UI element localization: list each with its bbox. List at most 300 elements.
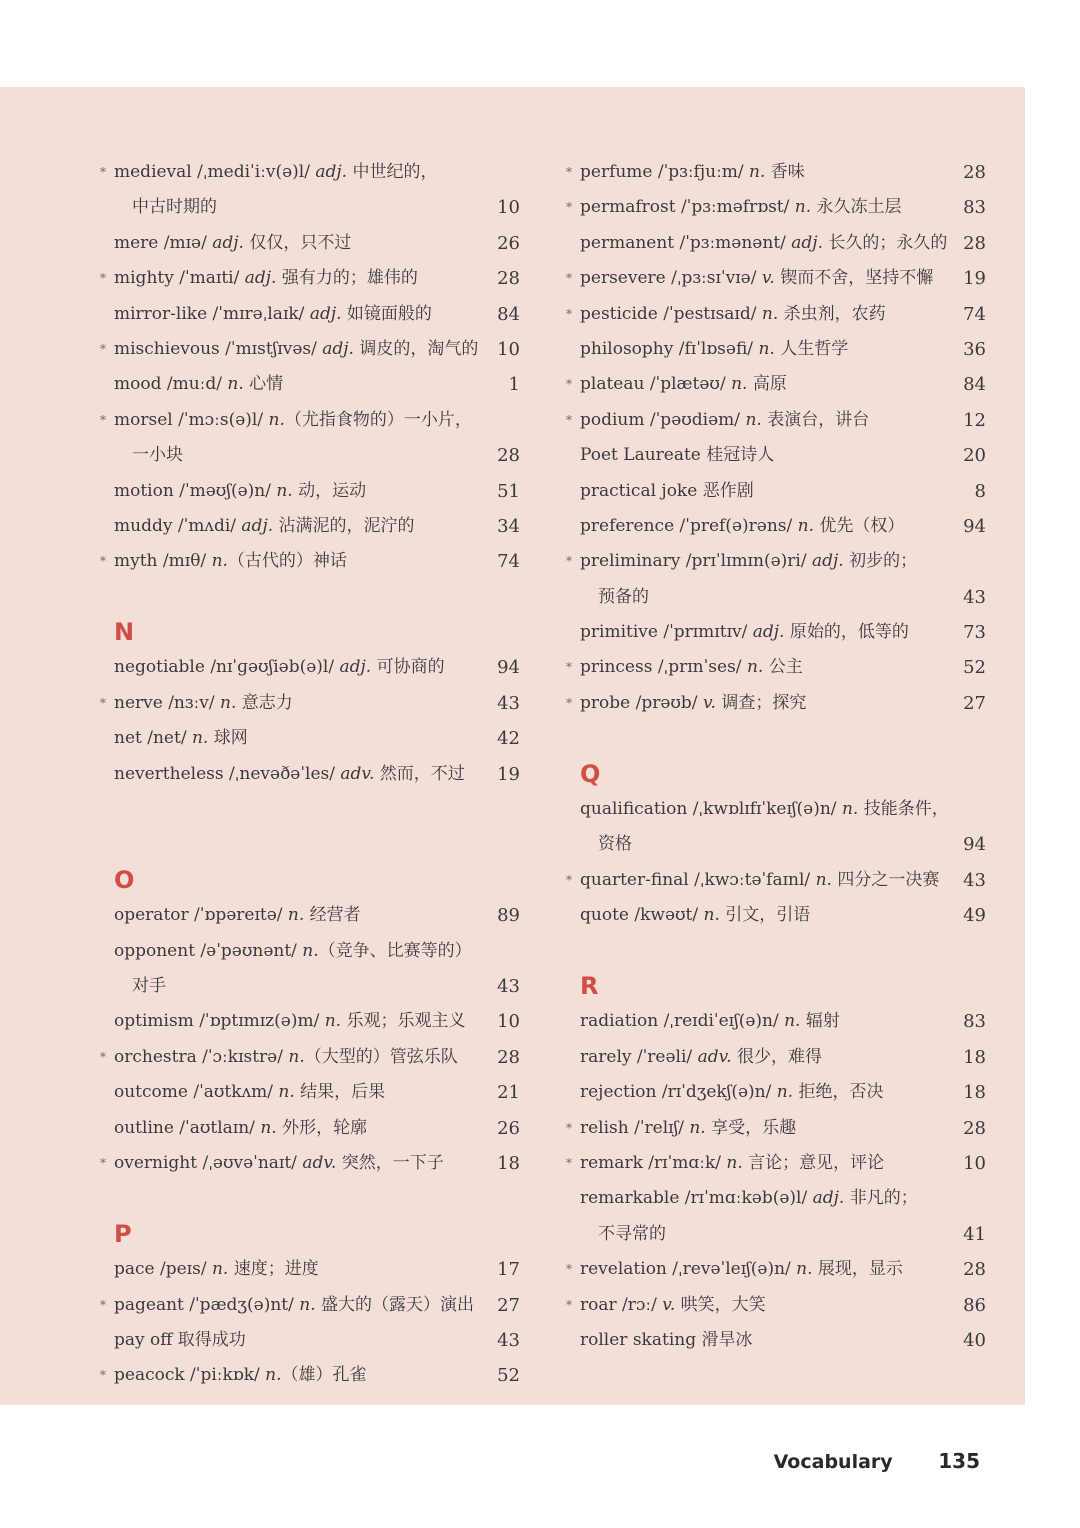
key-word-star: *	[566, 1262, 572, 1277]
vocab-entry	[566, 544, 986, 579]
part-of-speech: n.	[796, 1259, 813, 1280]
definition: 四分之一决赛	[831, 869, 940, 890]
page-ref: 10	[497, 197, 520, 219]
headword-pronunciation: practical joke 恶作剧	[580, 480, 754, 501]
page-ref: 94	[963, 515, 986, 537]
part-of-speech: adj.	[212, 232, 244, 253]
page-ref: 94	[497, 657, 520, 679]
page-ref: 43	[497, 1329, 520, 1351]
vocab-entry	[100, 650, 520, 685]
definition: 永久冻土层	[811, 197, 902, 218]
entry-text	[114, 1004, 465, 1039]
headword-pronunciation: mighty /ˈmaɪti/	[114, 268, 245, 289]
definition: 初步的；	[843, 551, 918, 572]
vocab-entry	[566, 1146, 986, 1181]
entry-text	[114, 1040, 458, 1075]
headword-pronunciation: mirror-like /ˈmɪrəˌlaɪk/	[114, 303, 310, 324]
vocab-entry	[566, 261, 986, 296]
part-of-speech: n.	[324, 1011, 342, 1032]
entry-text	[580, 863, 939, 898]
headword-pronunciation: permafrost /ˈpɜːməfrɒst/	[580, 197, 795, 218]
definition: （大型的）管弦乐队	[304, 1046, 458, 1067]
headword-pronunciation: outline /ˈaʊtlaɪn/	[114, 1117, 261, 1138]
entry-text	[114, 1323, 246, 1358]
key-word-star: *	[566, 695, 572, 710]
definition: （雄）孔雀	[281, 1365, 367, 1386]
definition: 如镜面般的	[341, 303, 432, 324]
entry-text	[580, 403, 869, 438]
entry-text	[580, 1146, 884, 1181]
page-ref: 27	[963, 692, 986, 714]
headword-pronunciation: roller skating 滑旱冰	[580, 1329, 753, 1350]
section-letter: N	[114, 618, 135, 647]
headword-pronunciation: probe /prəʊb/	[580, 692, 703, 713]
vocab-entry	[100, 155, 520, 190]
headword-pronunciation: peacock /ˈpiːkɒk/	[114, 1365, 266, 1386]
vocab-entry	[566, 1004, 986, 1039]
definition: 哄笑，大笑	[675, 1294, 766, 1315]
page-ref: 21	[497, 1082, 520, 1104]
definition: 辐射	[800, 1011, 840, 1032]
headword-pronunciation: qualification /ˌkwɒlɪfɪˈkeɪʃ(ə)n/	[580, 799, 842, 820]
vocab-entry	[566, 438, 986, 473]
entry-text	[114, 367, 283, 402]
key-word-star: *	[566, 872, 572, 887]
entry-text	[114, 1146, 444, 1181]
part-of-speech: adj.	[812, 1188, 845, 1209]
entry-text	[580, 1111, 796, 1146]
definition: 经营者	[304, 905, 361, 926]
definition: 沾满泥的，泥泞的	[273, 515, 415, 536]
part-of-speech: n.	[288, 1046, 305, 1067]
headword-pronunciation: roar /rɔː/	[580, 1294, 663, 1315]
headword-pronunciation: plateau /ˈplætəʊ/	[580, 374, 732, 395]
page-number: 135	[938, 1449, 980, 1473]
headword-pronunciation: motion /ˈməʊʃ(ə)n/	[114, 480, 277, 501]
entry-text	[580, 367, 787, 402]
page-ref: 36	[963, 338, 986, 360]
headword-pronunciation: princess /ˌprɪnˈses/	[580, 657, 747, 678]
headword-pronunciation: rarely /ˈreəli/	[580, 1046, 698, 1067]
entry-continuation	[566, 580, 986, 615]
entry-text	[114, 226, 351, 261]
part-of-speech: n.	[211, 551, 228, 572]
definition: 乐观；乐观主义	[341, 1011, 466, 1032]
entry-text	[114, 1111, 367, 1146]
vocab-entry	[100, 332, 520, 367]
page-ref: 34	[497, 515, 520, 537]
page-ref: 20	[963, 445, 986, 467]
page-ref: 17	[497, 1259, 520, 1281]
part-of-speech: n.	[745, 409, 762, 430]
definition: 拒绝，否决	[793, 1082, 884, 1103]
headword-pronunciation: nerve /nɜːv/	[114, 692, 220, 713]
entry-text	[114, 650, 445, 685]
headword-pronunciation: myth /mɪθ/	[114, 551, 212, 572]
page-ref: 26	[497, 232, 520, 254]
page-ref: 28	[963, 232, 986, 254]
key-word-star: *	[100, 412, 106, 427]
entry-text	[580, 544, 917, 579]
vocab-entry	[566, 898, 986, 933]
headword-pronunciation: perfume /ˈpɜːfjuːm/	[580, 162, 750, 182]
entry-text	[580, 474, 754, 509]
headword-pronunciation: remark /rɪˈmɑːk/	[580, 1152, 727, 1173]
left-column	[100, 155, 520, 1394]
entry-continuation	[100, 190, 520, 225]
entry-text	[580, 1288, 766, 1323]
page-footer	[774, 1446, 980, 1476]
entry-text	[580, 1075, 884, 1110]
definition: （竞争、比赛等的）	[318, 940, 472, 961]
part-of-speech: n.	[211, 1259, 229, 1280]
page-ref: 28	[497, 445, 520, 467]
section-gap	[566, 721, 986, 756]
key-word-star: *	[566, 1297, 572, 1312]
headword-pronunciation: medieval /ˌmediˈiːv(ə)l/	[114, 162, 316, 182]
page-ref: 28	[497, 268, 520, 290]
section-gap	[100, 1181, 520, 1216]
definition: 调查；探究	[715, 692, 807, 713]
vocab-entry	[566, 1075, 986, 1110]
page-ref: 89	[497, 905, 520, 927]
entry-text	[114, 509, 415, 544]
key-word-star: *	[566, 271, 572, 286]
vocab-entry	[100, 1004, 520, 1039]
part-of-speech: n.	[268, 409, 285, 430]
vocab-entry	[566, 650, 986, 685]
part-of-speech: v.	[662, 1294, 676, 1315]
entry-text	[114, 898, 361, 933]
vocab-entry	[100, 509, 520, 544]
key-word-star: *	[566, 660, 572, 675]
entry-continuation	[566, 827, 986, 862]
entry-text	[580, 1181, 918, 1216]
key-word-star: *	[100, 554, 106, 569]
headword-pronunciation: pageant /ˈpædʒ(ə)nt/	[114, 1294, 300, 1315]
definition: 外形，轮廓	[276, 1117, 368, 1138]
page-ref: 51	[497, 480, 520, 502]
entry-text	[580, 332, 848, 367]
vocab-entry	[100, 1288, 520, 1323]
definition: 心情	[243, 374, 284, 395]
headword-pronunciation: outcome /ˈaʊtkʌm/	[114, 1082, 279, 1103]
headword-pronunciation: pesticide /ˈpestɪsaɪd/	[580, 303, 762, 324]
page-ref: 86	[963, 1294, 986, 1316]
entry-text	[580, 1252, 903, 1287]
headword-pronunciation: relish /ˈrelɪʃ/	[580, 1117, 690, 1138]
part-of-speech: n.	[703, 905, 720, 926]
entry-text	[114, 474, 366, 509]
headword-pronunciation: quote /kwəʊt/	[580, 905, 704, 926]
entry-text	[580, 261, 933, 296]
part-of-speech: adj.	[241, 515, 274, 536]
part-of-speech: adv.	[697, 1046, 732, 1067]
page-ref: 43	[497, 692, 520, 714]
headword-pronunciation: net /net/	[114, 728, 192, 749]
key-word-star: *	[566, 1120, 572, 1135]
definition: （尤指食物的）一小片，	[284, 409, 472, 430]
page-ref: 52	[497, 1365, 520, 1387]
entry-text	[580, 190, 902, 225]
vocab-entry	[100, 1040, 520, 1075]
headword-pronunciation: optimism /ˈɒptɪmɪz(ə)m/	[114, 1011, 325, 1032]
part-of-speech: adv.	[302, 1152, 337, 1173]
entry-text	[580, 297, 886, 332]
entry-text	[580, 650, 803, 685]
page-ref: 1	[508, 374, 520, 396]
vocab-entry	[566, 367, 986, 402]
part-of-speech: n.	[746, 657, 764, 678]
key-word-star: *	[100, 695, 106, 710]
entry-text	[114, 686, 293, 721]
part-of-speech: n.	[278, 1082, 295, 1103]
entry-text	[580, 1323, 753, 1358]
entry-text	[580, 792, 949, 827]
part-of-speech: n.	[287, 905, 305, 926]
page-ref: 52	[963, 657, 986, 679]
vocab-entry	[566, 332, 986, 367]
headword-pronunciation: opponent /əˈpəʊnənt/	[114, 940, 303, 961]
page-ref: 28	[497, 1046, 520, 1068]
vocab-entry	[566, 1288, 986, 1323]
headword-pronunciation: quarter-final /ˌkwɔːtəˈfaɪnl/	[580, 869, 816, 890]
headword-pronunciation: pay off 取得成功	[114, 1329, 246, 1350]
definition-continuation: 对手	[132, 975, 166, 996]
entry-continuation	[100, 438, 520, 473]
vocab-entry	[100, 934, 520, 969]
headword-pronunciation: philosophy /fɪˈlɒsəfi/	[580, 338, 759, 359]
headword-pronunciation: remarkable /rɪˈmɑːkəb(ə)l/	[580, 1188, 813, 1209]
vocab-entry	[566, 1323, 986, 1358]
definition: 强有力的；雄伟的	[276, 268, 418, 289]
definition: 意志力	[236, 692, 293, 713]
entry-text	[114, 721, 248, 756]
part-of-speech: n.	[220, 692, 237, 713]
definition: 盛大的（露天）演出	[315, 1294, 475, 1315]
section-gap	[566, 934, 986, 969]
definition-continuation: 不寻常的	[598, 1223, 666, 1244]
key-word-star: *	[566, 1155, 572, 1170]
headword-pronunciation: mischievous /ˈmɪstʃɪvəs/	[114, 338, 323, 359]
part-of-speech: n.	[299, 1294, 316, 1315]
vocab-entry	[100, 1146, 520, 1181]
key-word-star: *	[566, 554, 572, 569]
vocab-entry	[100, 721, 520, 756]
entry-text	[580, 438, 774, 473]
headword-pronunciation: operator /ˈɒpəreɪtə/	[114, 905, 288, 926]
page-ref: 83	[963, 1011, 986, 1033]
part-of-speech: n.	[726, 1152, 743, 1173]
part-of-speech: adv.	[340, 763, 375, 784]
definition: 非凡的；	[844, 1188, 918, 1209]
section-gap	[100, 792, 520, 827]
vocab-entry	[100, 544, 520, 579]
part-of-speech: n.	[749, 162, 766, 182]
part-of-speech: n.	[731, 374, 748, 395]
page-ref: 12	[963, 409, 986, 431]
page-ref: 94	[963, 834, 986, 856]
definition: 高原	[747, 374, 787, 395]
entry-text	[580, 898, 810, 933]
headword-pronunciation: primitive /ˈprɪmɪtɪv/	[580, 622, 753, 643]
part-of-speech: n.	[758, 338, 775, 359]
entry-text	[114, 1075, 385, 1110]
vocab-entry	[566, 792, 986, 827]
definition: 杀虫剂，农药	[778, 303, 886, 324]
headword-pronunciation: revelation /ˌrevəˈleɪʃ(ə)n/	[580, 1259, 797, 1280]
headword-pronunciation: rejection /rɪˈdʒekʃ(ə)n/	[580, 1082, 777, 1103]
vocab-entry	[100, 757, 520, 792]
definition: 然而，不过	[374, 763, 465, 784]
headword-pronunciation: podium /ˈpəʊdiəm/	[580, 409, 746, 430]
vocab-entry	[100, 1252, 520, 1287]
part-of-speech: v.	[702, 692, 716, 713]
definition: 动，运动	[292, 480, 367, 501]
part-of-speech: n.	[227, 374, 244, 395]
vocab-entry	[566, 474, 986, 509]
page-ref: 18	[963, 1046, 986, 1068]
page-ref: 18	[497, 1152, 520, 1174]
page-ref: 28	[963, 162, 986, 183]
page-ref: 28	[963, 1259, 986, 1281]
part-of-speech: n.	[841, 799, 859, 820]
part-of-speech: adj.	[315, 162, 348, 182]
key-word-star: *	[100, 1049, 106, 1064]
vocab-entry	[100, 297, 520, 332]
part-of-speech: n.	[794, 197, 812, 218]
entry-continuation	[100, 969, 520, 1004]
vocab-entry	[566, 155, 986, 190]
definition-continuation: 资格	[598, 834, 632, 855]
vocab-entry	[100, 261, 520, 296]
part-of-speech: n.	[276, 480, 293, 501]
definition: 球网	[208, 728, 248, 749]
entry-text	[114, 155, 438, 190]
headword-pronunciation: preliminary /prɪˈlɪmɪn(ə)ri/	[580, 551, 812, 572]
headword-pronunciation: mere /mɪə/	[114, 232, 213, 253]
page-ref: 43	[497, 975, 520, 997]
definition: 表演台，讲台	[761, 409, 870, 430]
part-of-speech: adj.	[791, 232, 823, 253]
page-ref: 26	[497, 1117, 520, 1139]
definition: 引文，引语	[719, 905, 811, 926]
part-of-speech: n.	[784, 1011, 801, 1032]
part-of-speech: n.	[776, 1082, 794, 1103]
entry-text	[580, 155, 805, 190]
entry-continuation	[566, 1217, 986, 1252]
part-of-speech: n.	[689, 1117, 706, 1138]
vocab-entry	[566, 1181, 986, 1216]
definition: 速度；进度	[228, 1259, 319, 1280]
section-gap	[100, 827, 520, 862]
definition: 享受，乐趣	[705, 1117, 797, 1138]
page-ref: 19	[963, 268, 986, 290]
vocab-entry	[100, 367, 520, 402]
vocab-entry	[100, 1323, 520, 1358]
page-ref: 10	[497, 338, 520, 360]
section-letter: P	[114, 1219, 132, 1248]
vocab-entry	[566, 403, 986, 438]
page-ref: 18	[963, 1082, 986, 1104]
entry-text	[114, 403, 472, 438]
page-ref: 84	[963, 374, 986, 396]
vocab-entry	[566, 863, 986, 898]
page-ref: 74	[963, 303, 986, 325]
entry-text	[114, 934, 472, 969]
definition: 调皮的，淘气的	[353, 338, 479, 359]
definition: 可协商的	[371, 657, 445, 678]
entry-text	[580, 226, 947, 261]
entry-text	[114, 1358, 366, 1393]
definition-continuation: 中古时期的	[132, 197, 217, 218]
part-of-speech: n.	[302, 940, 319, 961]
part-of-speech: adj.	[244, 268, 277, 289]
vocab-entry	[566, 226, 986, 261]
entry-text	[114, 1288, 474, 1323]
vocab-entry	[566, 1111, 986, 1146]
part-of-speech: n.	[191, 728, 209, 749]
part-of-speech: adj.	[752, 622, 785, 643]
key-word-star: *	[566, 306, 572, 321]
page-ref: 43	[963, 586, 986, 608]
section-letter: O	[114, 865, 135, 894]
headword-pronunciation: mood /muːd/	[114, 374, 228, 395]
page-ref: 43	[963, 869, 986, 891]
page-ref: 40	[963, 1329, 986, 1351]
key-word-star: *	[100, 1155, 106, 1170]
vocab-entry	[100, 474, 520, 509]
headword-pronunciation: pace /peɪs/	[114, 1259, 212, 1280]
definition: 中世纪的，	[347, 162, 438, 182]
vocab-entry	[100, 1111, 520, 1146]
entry-text	[580, 615, 909, 650]
page-ref: 27	[497, 1294, 520, 1316]
headword-pronunciation: Poet Laureate 桂冠诗人	[580, 445, 775, 466]
part-of-speech: v.	[761, 268, 775, 289]
page-ref: 10	[963, 1152, 986, 1174]
page-ref: 42	[497, 728, 520, 750]
page-ref: 74	[497, 551, 520, 573]
entry-text	[114, 544, 347, 579]
key-word-star: *	[100, 165, 106, 179]
right-column	[566, 155, 986, 1358]
entry-text	[114, 261, 418, 296]
page-ref: 83	[963, 197, 986, 219]
entry-text	[114, 332, 478, 367]
vocab-entry	[566, 1040, 986, 1075]
definition: （古代的）神话	[227, 551, 347, 572]
vocab-entry	[566, 190, 986, 225]
key-word-star: *	[100, 1297, 106, 1312]
definition: 优先（权）	[813, 515, 905, 536]
definition: 锲而不舍，坚持不懈	[774, 268, 934, 289]
vocab-entry	[100, 898, 520, 933]
headword-pronunciation: muddy /ˈmʌdi/	[114, 515, 242, 536]
part-of-speech: n.	[761, 303, 779, 324]
page-ref: 73	[963, 622, 986, 644]
part-of-speech: n.	[797, 515, 814, 536]
definition: 人生哲学	[774, 338, 849, 359]
vocab-entry	[566, 1252, 986, 1287]
entry-text	[580, 509, 904, 544]
headword-pronunciation: persevere /ˌpɜːsɪˈvɪə/	[580, 268, 762, 289]
vocab-entry	[566, 297, 986, 332]
headword-pronunciation: orchestra /ˈɔːkɪstrə/	[114, 1046, 289, 1067]
entry-text	[114, 757, 465, 792]
definition: 技能条件，	[858, 799, 949, 820]
key-word-star: *	[566, 377, 572, 392]
